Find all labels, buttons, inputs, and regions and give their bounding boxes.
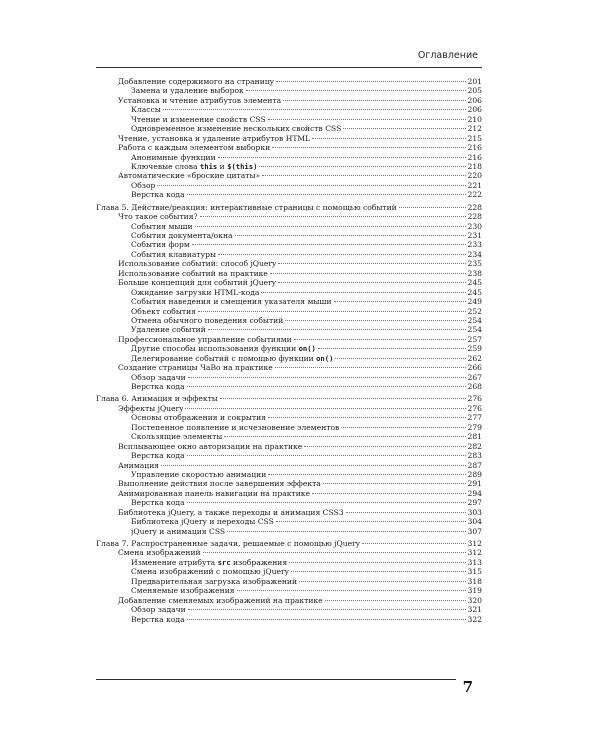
title-text: Установка и чтение атрибутов элемента: [118, 95, 282, 105]
title-text: Использование событий: способ jQuery: [118, 259, 277, 269]
toc-entry-title: [118, 134, 310, 143]
title-text: Всплывающее окно авторизации на практике: [118, 441, 303, 451]
dot-leader: [237, 590, 466, 591]
dot-leader: [323, 483, 466, 484]
dot-leader: [203, 552, 466, 553]
toc-entry-title: [96, 394, 218, 403]
title-text: Использование событий на практике: [118, 268, 268, 278]
toc-subsection-row: [96, 586, 482, 595]
dot-leader: [224, 436, 465, 437]
toc-subsection-row: [96, 373, 482, 382]
title-text: и: [217, 161, 228, 171]
toc-entry-title: [131, 190, 185, 199]
dot-leader: [343, 128, 465, 129]
toc-entry-title: [131, 162, 257, 171]
toc-entry-title: [118, 363, 273, 372]
toc-subsection-row: [96, 231, 482, 240]
toc-page-number: 257: [467, 334, 482, 344]
toc-page-number: 303: [467, 507, 482, 517]
dot-leader: [218, 254, 466, 255]
toc-entry-title: [131, 288, 259, 297]
title-text: Делегирование событий с помощью функции: [131, 353, 317, 363]
toc-page-number: 279: [467, 422, 482, 432]
toc-page-number: 312: [467, 539, 482, 548]
dot-leader: [185, 408, 465, 409]
toc-subsection-row: [96, 190, 482, 199]
dot-leader: [278, 282, 465, 283]
title-text: Эффекты jQuery: [118, 403, 184, 413]
title-text: Глава 6. Анимация и эффекты: [96, 394, 218, 404]
toc-section-row: [96, 259, 482, 268]
toc-subsection-row: [96, 316, 482, 325]
title-text: Изменение атрибута: [131, 557, 218, 567]
toc-page-number: 220: [467, 171, 482, 181]
dot-leader: [278, 263, 465, 264]
toc-section-row: [96, 508, 482, 517]
toc-entry-title: [131, 615, 185, 624]
dot-leader: [246, 90, 466, 91]
dot-leader: [235, 235, 466, 236]
toc-subsection-row: [96, 577, 482, 586]
dot-leader: [312, 493, 466, 494]
toc-page-number: 283: [467, 451, 482, 461]
dot-leader: [187, 194, 466, 195]
dot-leader: [261, 292, 465, 293]
toc-page-number: 268: [467, 382, 482, 391]
title-text: События клавиатуры: [131, 249, 216, 259]
title-text: Обзор: [131, 180, 156, 190]
toc-entry-title: [118, 96, 281, 105]
dot-leader: [163, 109, 466, 110]
toc-page-number: 228: [467, 212, 482, 222]
toc-page-number: 294: [467, 488, 482, 498]
toc-page-number: 215: [467, 133, 482, 143]
title-text: Замена и удаление выборок: [131, 86, 244, 96]
toc-subsection-row: [96, 382, 482, 391]
title-text: Больше концепций для событий jQuery: [118, 278, 277, 288]
dot-leader: [188, 377, 466, 378]
toc-subsection-row: [96, 86, 482, 95]
toc-entry-title: [131, 423, 339, 432]
title-text: Создание страницы ЧаВо на практике: [118, 363, 273, 373]
toc-subsection-row: [96, 297, 482, 306]
toc-page-number: 315: [467, 567, 482, 577]
toc-entry-title: [131, 153, 216, 162]
title-text: Библиотека jQuery и переходы CSS: [131, 517, 274, 527]
toc-subsection-row: [96, 250, 482, 259]
toc-entry-title: [118, 404, 183, 413]
toc-subsection-row: [96, 288, 482, 297]
toc-entry-title: [131, 567, 289, 576]
toc-page-number: 320: [467, 595, 482, 605]
toc-subsection-row: [96, 115, 482, 124]
code-fragment: on(): [316, 353, 334, 363]
dot-leader: [187, 619, 466, 620]
title-text: Постепенное появление и исчезновение элементов: [131, 422, 340, 432]
toc-section-row: [96, 363, 482, 372]
toc-page-number: 276: [467, 403, 482, 413]
toc-section-row: [96, 596, 482, 605]
toc-subsection-row: [96, 325, 482, 334]
toc-entry-title: [131, 470, 266, 479]
toc-page-number: 245: [467, 287, 482, 297]
title-text: изображения: [230, 557, 288, 567]
title-text: Основы отображения и сокрытия: [131, 413, 266, 423]
title-text: Добавление сменяемых изображений на практике: [118, 595, 323, 605]
toc-page-number: 319: [467, 586, 482, 596]
toc-page-number: 252: [467, 306, 482, 316]
toc-page-number: 235: [467, 259, 482, 269]
dot-leader: [334, 301, 466, 302]
toc-entry-title: [118, 442, 302, 451]
dot-leader: [200, 216, 466, 217]
toc-section-row: [96, 335, 482, 344]
toc-entry-title: [131, 250, 216, 259]
dot-leader: [220, 398, 466, 399]
title-text: Смена изображений: [118, 548, 201, 558]
toc-entry-title: [131, 325, 206, 334]
toc-section-row: [96, 212, 482, 221]
dot-leader: [362, 543, 465, 544]
toc-entry-title: [131, 222, 193, 231]
toc-subsection-row: [96, 527, 482, 536]
title-text: Другие способы использования функции: [131, 344, 299, 354]
toc-page-number: 221: [467, 180, 482, 190]
title-text: Объект события: [131, 306, 196, 316]
toc-page-number: 266: [467, 363, 482, 373]
dot-leader: [335, 358, 465, 359]
toc-subsection-row: [96, 567, 482, 576]
dot-leader: [341, 427, 465, 428]
title-text: Библиотека jQuery, а также переходы и анимация CSS3: [118, 507, 344, 517]
dot-leader: [187, 455, 466, 456]
toc-page-number: 233: [467, 240, 482, 250]
toc-section-row: [96, 489, 482, 498]
title-text: Управление скоростью анимации: [131, 469, 267, 479]
toc-subsection-row: [96, 105, 482, 114]
toc-subsection-row: [96, 605, 482, 614]
dot-leader: [346, 512, 466, 513]
toc-page-number: 206: [467, 95, 482, 105]
title-text: События наведения и смещения указателя мыши: [131, 297, 332, 307]
title-text: Глава 5. Действие/реакция: интерактивные страницы с помощью событий: [96, 202, 397, 212]
title-text: Верстка кода: [131, 190, 185, 200]
dot-leader: [304, 446, 465, 447]
dot-leader: [291, 571, 466, 572]
toc-section-row: [96, 461, 482, 470]
toc-page-number: 276: [467, 394, 482, 404]
toc-entry-title: [118, 278, 276, 287]
dot-leader: [268, 417, 466, 418]
dot-leader: [289, 562, 465, 563]
toc-section-row: [96, 143, 482, 152]
title-text: События документа/окна: [131, 231, 233, 240]
toc-section-row: [96, 278, 482, 287]
toc-entry-title: [118, 489, 310, 498]
dot-leader: [270, 273, 466, 274]
dot-leader: [283, 100, 465, 101]
title-text: Ожидание загрузки HTML-кода: [131, 287, 260, 297]
dot-leader: [262, 175, 465, 176]
toc-page-number: 238: [467, 268, 482, 278]
title-text: Верстка кода: [131, 382, 185, 391]
toc-page-number: 277: [467, 413, 482, 423]
toc-page-number: 218: [467, 161, 482, 171]
toc-entry-title: [131, 354, 333, 363]
toc-entry-title: [131, 451, 185, 460]
toc-entry-title: [131, 231, 233, 240]
toc-entry-title: [118, 212, 198, 221]
toc-entry-title: [131, 344, 316, 353]
title-text: Чтение и изменение свойств CSS: [131, 114, 266, 124]
dot-leader: [318, 348, 466, 349]
toc-entry-title: [118, 143, 270, 152]
dot-leader: [285, 320, 465, 321]
title-text: Анимация: [118, 460, 160, 470]
title-text: Верстка кода: [131, 498, 185, 508]
toc-entry-title: [118, 259, 276, 268]
toc-entry-title: [118, 461, 159, 470]
toc-entry-title: [118, 596, 323, 605]
dot-leader: [192, 244, 466, 245]
toc-entry-title: [131, 605, 186, 614]
toc-entry-title: [131, 105, 161, 114]
toc-entry-title: [118, 335, 292, 344]
toc-page-number: 254: [467, 325, 482, 335]
toc-entry-title: [118, 479, 321, 488]
toc-chapter-row: [96, 203, 482, 212]
header-rule: [96, 67, 482, 68]
title-text: Чтение, установка и удаление атрибутов HTML: [118, 133, 311, 143]
dot-leader: [294, 339, 466, 340]
dot-leader: [259, 166, 465, 167]
title-text: Смена изображений с помощью jQuery: [131, 567, 289, 577]
toc-entry-title: [131, 527, 225, 536]
toc-section-row: [96, 77, 482, 86]
toc-subsection-row: [96, 558, 482, 567]
toc-entry-title: [131, 517, 274, 526]
toc-section-row: [96, 134, 482, 143]
toc-page-number: 262: [467, 353, 482, 363]
title-text: Что такое события?: [118, 212, 198, 222]
title-text: Работа с каждым элементом выборки: [118, 143, 271, 153]
toc-entry-title: [118, 171, 260, 180]
toc-entry-title: [131, 382, 185, 391]
toc-page-number: 318: [467, 576, 482, 586]
toc-entry-title: [131, 307, 196, 316]
toc-page-number: 312: [467, 548, 482, 558]
toc-page-number: 222: [467, 190, 482, 200]
toc-subsection-row: [96, 423, 482, 432]
toc-entry-title: [131, 181, 155, 190]
dot-leader: [218, 157, 466, 158]
toc-entry-title: [96, 539, 360, 548]
title-text: События мыши: [131, 221, 193, 231]
toc-subsection-row: [96, 344, 482, 353]
title-text: Ключевые слова: [131, 161, 200, 171]
toc-page-number: 259: [467, 344, 482, 354]
dot-leader: [399, 207, 466, 208]
toc-page-number: 313: [467, 557, 482, 567]
code-fragment: this: [199, 161, 218, 171]
title-text: Сменяемые изображения: [131, 586, 235, 596]
toc-entry-title: [96, 203, 397, 212]
running-header-title: Оглавление: [417, 50, 478, 61]
toc-section-row: [96, 96, 482, 105]
toc-page-number: 216: [467, 143, 482, 153]
dot-leader: [312, 138, 465, 139]
title-text: Одновременное изменение нескольких свойств CSS: [131, 124, 342, 134]
toc-entry-title: [118, 269, 268, 278]
toc-page-number: 201: [467, 77, 482, 86]
dot-leader: [188, 609, 466, 610]
title-text: Анимированная панель навигации на практике: [118, 488, 310, 498]
toc-page-number: 282: [467, 441, 482, 451]
toc-subsection-row: [96, 124, 482, 133]
toc-page-number: 245: [467, 278, 482, 288]
toc-chapter-row: [96, 539, 482, 548]
toc-page-number: 230: [467, 221, 482, 231]
toc-page-number: 228: [467, 202, 482, 212]
toc-entry-title: [118, 77, 274, 86]
toc-entry-title: [131, 115, 266, 124]
footer-rule: [96, 679, 456, 680]
title-text: Выполнение действия после завершения эффекта: [118, 479, 321, 489]
toc-page-number: 267: [467, 372, 482, 382]
toc-subsection-row: [96, 451, 482, 460]
title-text: Анонимные функции: [131, 152, 216, 162]
toc-page-number: 254: [467, 315, 482, 325]
toc-entry-title: [131, 124, 341, 133]
title-text: Верстка кода: [131, 614, 185, 624]
dot-leader: [325, 600, 466, 601]
toc-page-number: 231: [467, 231, 482, 240]
title-text: Классы: [131, 105, 161, 115]
toc-subsection-row: [96, 181, 482, 190]
dot-leader: [157, 185, 465, 186]
toc-chapter-row: [96, 394, 482, 403]
dot-leader: [208, 329, 466, 330]
toc-entry-title: [118, 508, 344, 517]
toc-subsection-row: [96, 498, 482, 507]
toc-page-number: 210: [467, 114, 482, 124]
toc-section-row: [96, 404, 482, 413]
title-text: События форм: [131, 240, 190, 250]
toc-page-number: 216: [467, 152, 482, 162]
toc-subsection-row: [96, 240, 482, 249]
page-number: 7: [462, 678, 473, 696]
code-fragment: src: [217, 557, 231, 567]
title-text: Скользящие элементы: [131, 432, 223, 442]
title-text: Автоматические «броские цитаты»: [118, 171, 261, 181]
toc-section-row: [96, 171, 482, 180]
toc-subsection-row: [96, 413, 482, 422]
title-text: jQuery и анимация CSS: [131, 526, 226, 536]
toc-entry-title: [131, 86, 244, 95]
toc-entry-title: [131, 240, 190, 249]
toc-section-row: [96, 269, 482, 278]
dot-leader: [161, 465, 465, 466]
title-text: Отмена обычного поведения событий: [131, 315, 284, 325]
toc-section-row: [96, 442, 482, 451]
toc-entry-title: [131, 373, 186, 382]
dot-leader: [268, 474, 465, 475]
dot-leader: [195, 226, 466, 227]
dot-leader: [272, 147, 465, 148]
table-of-contents: [96, 77, 482, 624]
toc-entry-title: [131, 498, 185, 507]
toc-page-number: 297: [467, 498, 482, 508]
toc-page-number: 212: [467, 124, 482, 134]
toc-entry-title: [131, 413, 266, 422]
toc-entry-title: [131, 316, 283, 325]
code-fragment: $(this): [227, 161, 258, 171]
toc-page-number: 287: [467, 460, 482, 470]
title-text: Предварительная загрузка изображений: [131, 576, 298, 586]
toc-subsection-row: [96, 432, 482, 441]
toc-subsection-row: [96, 153, 482, 162]
toc-subsection-row: [96, 615, 482, 624]
toc-page-number: 322: [467, 614, 482, 624]
title-text: Профессиональное управление событиями: [118, 334, 292, 344]
toc-page-number: 281: [467, 432, 482, 442]
toc-subsection-row: [96, 162, 482, 171]
toc-page-number: 249: [467, 297, 482, 307]
dot-leader: [268, 119, 466, 120]
toc-page-number: 234: [467, 249, 482, 259]
title-text: Удаление событий: [131, 325, 206, 335]
title-text: Добавление содержимого на страницу: [118, 77, 275, 86]
dot-leader: [275, 367, 466, 368]
dot-leader: [276, 521, 466, 522]
toc-entry-title: [131, 577, 297, 586]
code-fragment: on(): [298, 344, 316, 354]
dot-leader: [187, 386, 466, 387]
dot-leader: [187, 502, 466, 503]
toc-entry-title: [131, 586, 235, 595]
toc-entry-title: [131, 558, 287, 567]
toc-page-number: 304: [467, 517, 482, 527]
dot-leader: [227, 531, 465, 532]
toc-page-number: 307: [467, 526, 482, 536]
toc-subsection-row: [96, 222, 482, 231]
toc-page-number: 321: [467, 605, 482, 615]
toc-page-number: 291: [467, 479, 482, 489]
toc-page-number: 205: [467, 86, 482, 96]
toc-page-number: 289: [467, 469, 482, 479]
toc-section-row: [96, 479, 482, 488]
toc-entry-title: [131, 297, 332, 306]
toc-subsection-row: [96, 470, 482, 479]
title-text: Глава 7. Распространенные задачи, решаемые с помощью jQuery: [96, 539, 361, 548]
title-text: Обзор задачи: [131, 372, 186, 382]
toc-section-row: [96, 548, 482, 557]
toc-page-number: 206: [467, 105, 482, 115]
dot-leader: [299, 581, 465, 582]
title-text: Верстка кода: [131, 451, 185, 461]
toc-subsection-row: [96, 517, 482, 526]
toc-subsection-row: [96, 307, 482, 316]
toc-entry-title: [131, 432, 222, 441]
dot-leader: [276, 81, 465, 82]
dot-leader: [198, 311, 466, 312]
title-text: Обзор задачи: [131, 605, 186, 615]
toc-entry-title: [118, 548, 201, 557]
toc-subsection-row: [96, 354, 482, 363]
